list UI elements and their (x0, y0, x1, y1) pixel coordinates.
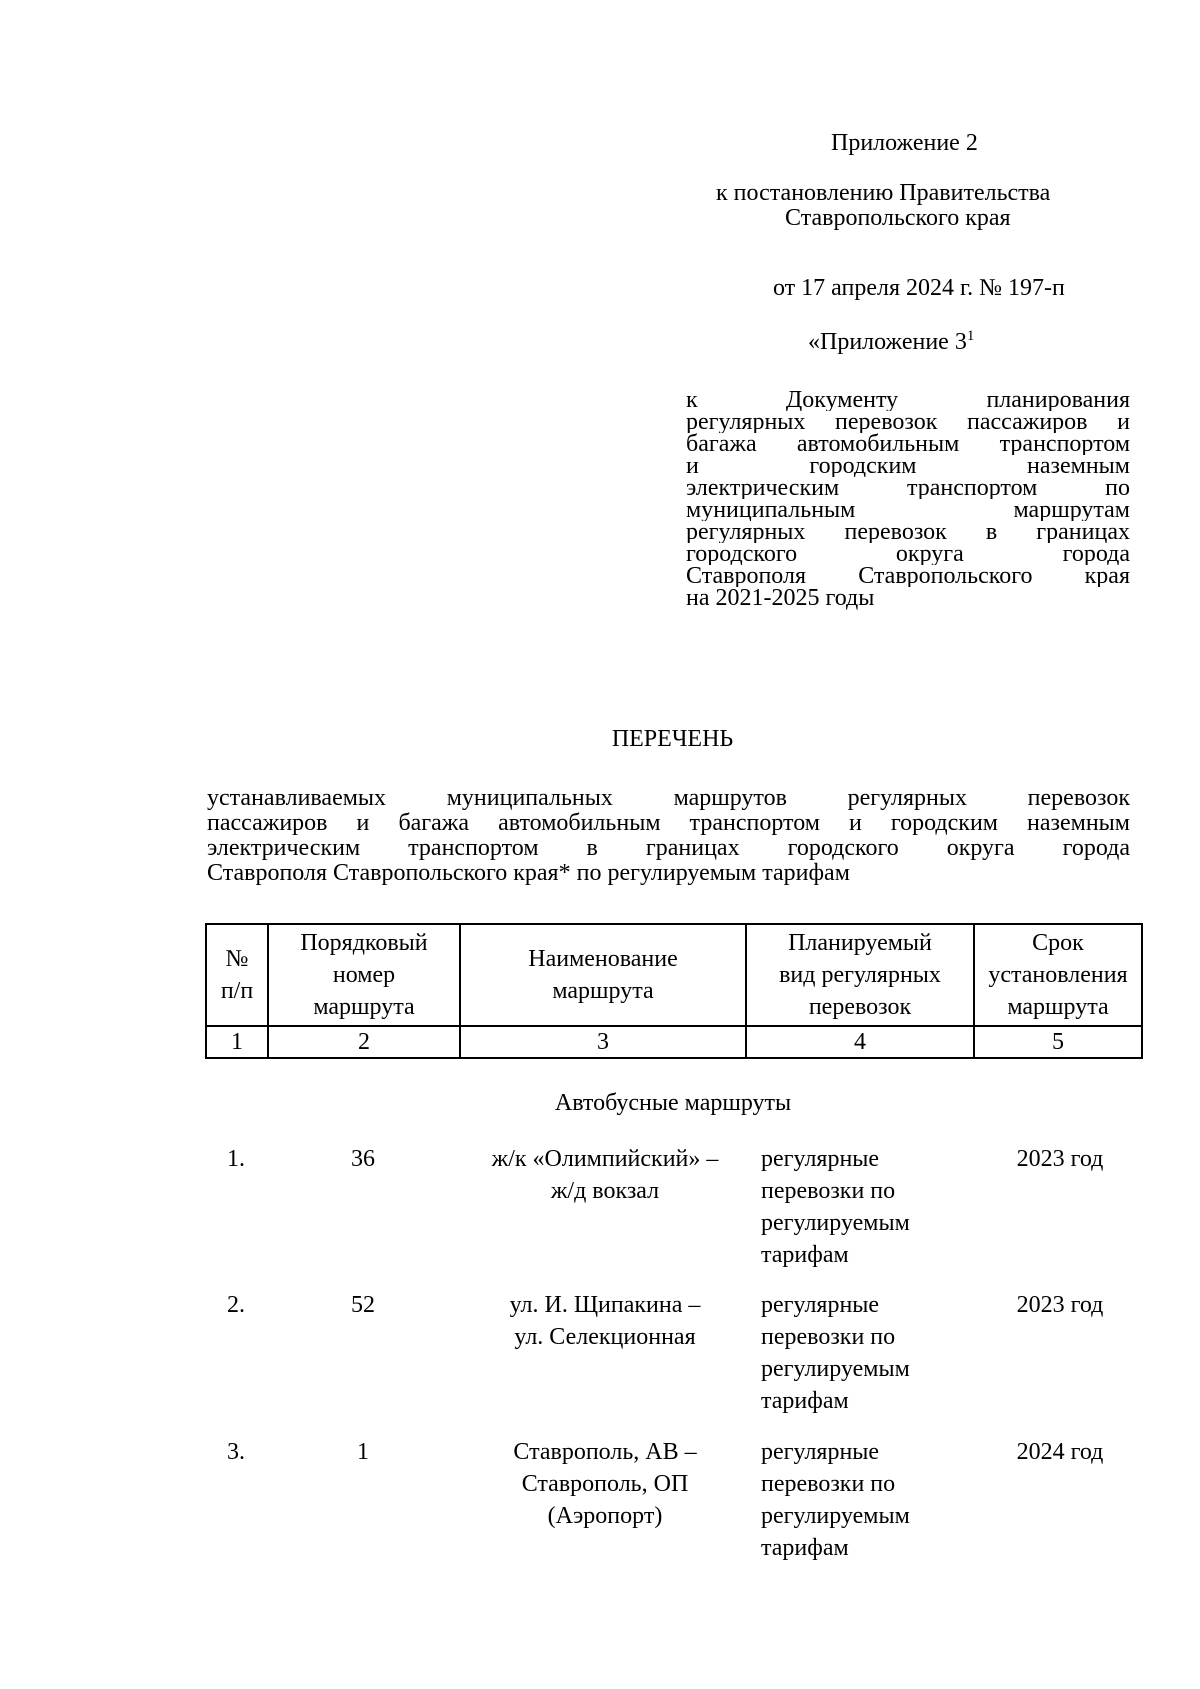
preamble-line: пассажиров и багажа автомобильным транспортом и городским наземным (207, 812, 1130, 836)
route-kind-line: регулярные (761, 1439, 880, 1465)
column-number: 5 (974, 1026, 1142, 1058)
route-row (205, 1436, 1141, 1576)
header-text: вид регулярных (779, 962, 941, 988)
route-kind-line: регулируемым (761, 1356, 910, 1382)
route-kind-line: регулярные (761, 1146, 880, 1172)
route-name-line: ул. И. Щипакина – (509, 1292, 701, 1318)
route-row (205, 1289, 1141, 1429)
document-reference (686, 389, 1130, 609)
header-text: Срок (1032, 930, 1084, 956)
header-cell-route-number (268, 924, 460, 1026)
route-name-line: ул. Селекционная (514, 1324, 696, 1350)
column-number: 1 (206, 1026, 268, 1058)
header-text: маршрута (552, 978, 654, 1004)
route-kind (753, 1143, 979, 1271)
table-column-number-row (206, 1026, 1142, 1058)
doc-reference-line: электрическим транспортом по (686, 477, 1130, 499)
header-text: маршрута (1007, 994, 1109, 1020)
route-index: 1. (227, 1146, 245, 1172)
doc-reference-line: регулярных перевозок пассажиров и (686, 411, 1130, 433)
column-number: 4 (746, 1026, 974, 1058)
route-kind-line: регулярные (761, 1292, 880, 1318)
table-header-row (206, 924, 1142, 1026)
doc-reference-line: на 2021-2025 годы (686, 585, 875, 611)
doc-reference-line: к Документу планирования (686, 389, 1130, 411)
section-title: Автобусные маршруты (554, 1090, 792, 1116)
route-name-line: Ставрополь, АВ – (513, 1439, 697, 1465)
route-row (205, 1143, 1141, 1283)
route-number: 1 (357, 1439, 369, 1465)
header-text: маршрута (313, 994, 415, 1020)
doc-reference-line: Ставрополя Ставропольского края (686, 565, 1130, 587)
preamble-line: Ставрополя Ставропольского края* по регулируемым тарифам (207, 860, 850, 886)
route-year: 2023 год (1016, 1292, 1104, 1318)
preamble-line: электрическим транспортом в границах городского округа города (207, 837, 1130, 861)
route-name-line: Ставрополь, ОП (521, 1471, 689, 1497)
route-name-line: ж/д вокзал (550, 1178, 660, 1204)
column-number: 2 (268, 1026, 460, 1058)
route-kind-line: перевозки по (761, 1471, 896, 1497)
route-index: 2. (227, 1292, 245, 1318)
header-cell-transport-kind (746, 924, 974, 1026)
doc-reference-line: регулярных перевозок в границах (686, 521, 1130, 543)
resolution-line-1: к постановлению Правительства (716, 180, 1051, 206)
route-kind (753, 1289, 979, 1417)
header-cell-index (206, 924, 268, 1026)
route-name (459, 1289, 751, 1353)
route-kind-line: регулируемым (761, 1210, 910, 1236)
header-text: перевозок (808, 994, 912, 1020)
route-kind-line: перевозки по (761, 1178, 896, 1204)
header-text: установления (988, 962, 1128, 988)
preamble-line: устанавливаемых муниципальных маршрутов регулярных перевозок (207, 787, 1130, 811)
resolution-line-2: Ставропольского края (785, 205, 1011, 231)
appendix-label: Приложение 2 (831, 130, 978, 156)
route-year: 2024 год (1016, 1439, 1104, 1465)
header-text: Порядковый (300, 930, 428, 956)
route-kind (753, 1436, 979, 1564)
route-kind-line: тарифам (761, 1535, 849, 1561)
route-year: 2023 год (1016, 1146, 1104, 1172)
route-kind-line: тарифам (761, 1242, 849, 1268)
route-name (459, 1143, 751, 1207)
header-text: Наименование (528, 946, 678, 972)
appendix-reference-text: «Приложение 3 (808, 329, 967, 355)
route-name (459, 1436, 751, 1532)
route-name-line: (Аэропорт) (547, 1503, 663, 1529)
doc-reference-line: багажа автомобильным транспортом (686, 433, 1130, 455)
date-number: от 17 апреля 2024 г. № 197-п (773, 275, 1065, 301)
header-text: номер (332, 962, 396, 988)
header-cell-establish-date (974, 924, 1142, 1026)
route-number: 52 (351, 1292, 375, 1318)
doc-reference-line: городского округа города (686, 543, 1130, 565)
doc-reference-line: и городским наземным (686, 455, 1130, 477)
route-kind-line: тарифам (761, 1388, 849, 1414)
route-kind-line: перевозки по (761, 1324, 896, 1350)
column-number: 3 (460, 1026, 746, 1058)
header-text: Планируемый (788, 930, 932, 956)
appendix-reference-superscript: 1 (966, 328, 975, 344)
header-cell-route-name (460, 924, 746, 1026)
doc-reference-line: муниципальным маршрутам (686, 499, 1130, 521)
route-kind-line: регулируемым (761, 1503, 910, 1529)
route-name-line: ж/к «Олимпийский» – (491, 1146, 719, 1172)
routes-header-table (205, 923, 1143, 1059)
appendix-reference (808, 330, 974, 354)
preamble (207, 787, 1130, 887)
header-text: п/п (220, 978, 254, 1004)
document-title: ПЕРЕЧЕНЬ (611, 726, 734, 752)
route-number: 36 (351, 1146, 375, 1172)
header-text: № (225, 946, 249, 972)
route-index: 3. (227, 1439, 245, 1465)
